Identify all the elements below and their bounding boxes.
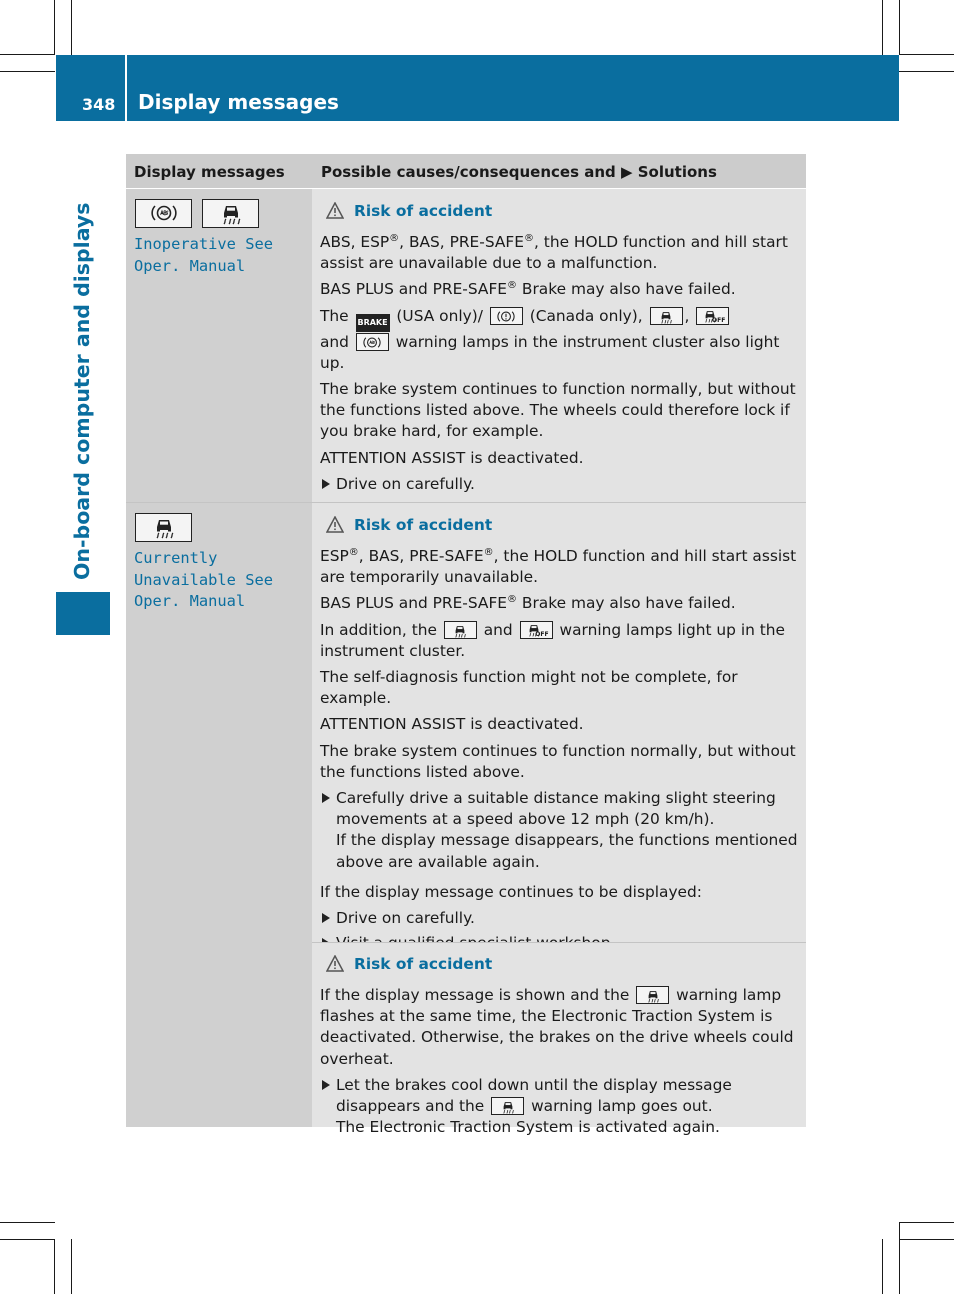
display-message-text: Inoperative See Oper. Manual <box>134 235 273 275</box>
solution-step: Carefully drive a suitable distance making slight steering movements at a speed above 12 mph (20 km/h). If the display message disappears, the functions mentioned above are available again. <box>320 788 799 873</box>
crop-mark <box>899 54 954 55</box>
paragraph: ESP®, BAS, PRE-SAFE®, the HOLD function and hill start assist are temporarily unavailable. <box>320 546 797 587</box>
esp-icon <box>650 307 683 325</box>
paragraph: The BRAKE (USA only)/ (Canada only), , OFF and warning lamps in the instrument cluster also light up. <box>320 306 780 372</box>
risk-warning <box>320 953 799 975</box>
crop-mark <box>899 1239 954 1240</box>
solution-step: Drive on carefully. <box>320 474 799 495</box>
table-row-2-causes-cell <box>312 503 806 942</box>
paragraph: BAS PLUS and PRE-SAFE® Brake may also have failed. <box>320 594 736 613</box>
crop-mark <box>54 0 55 55</box>
crop-mark <box>899 1222 900 1294</box>
esp-icon <box>636 986 669 1004</box>
solution-step: Let the brakes cool down until the display message disappears and the warning lamp goes out. The Electronic Traction System is activated again. <box>320 1075 799 1139</box>
paragraph: The brake system continues to function normally, but without the functions listed above. The wheels could therefore lock if you brake hard, for example. <box>320 380 796 441</box>
paragraph: BAS PLUS and PRE-SAFE® Brake may also have failed. <box>320 280 736 299</box>
esp-off-icon: OFF <box>696 307 729 325</box>
esp-off-icon: OFF <box>520 621 553 639</box>
crop-mark <box>899 71 954 72</box>
table-row-1-message-cell <box>126 189 312 502</box>
chapter-tab <box>56 592 110 635</box>
page-number: 348 <box>82 95 116 114</box>
table-row-2b-causes-cell <box>312 943 806 1137</box>
warning-triangle-icon <box>326 955 344 972</box>
risk-label: Risk of accident <box>354 202 493 220</box>
column-header-messages: Display messages <box>126 154 312 188</box>
brake-lamp-icon: BRAKE <box>356 314 390 332</box>
esp-icon <box>491 1097 524 1115</box>
warning-triangle-icon <box>326 202 344 219</box>
header-divider <box>125 55 127 121</box>
risk-label: Risk of accident <box>354 516 493 534</box>
page-title: Display messages <box>138 90 339 114</box>
crop-mark <box>899 0 900 55</box>
display-message-text: Currently Unavailable See Oper. Manual <box>134 549 273 611</box>
esp-icon <box>135 513 192 542</box>
abs-icon <box>356 333 389 351</box>
esp-icon <box>444 621 477 639</box>
crop-mark <box>899 1222 954 1223</box>
crop-mark <box>54 1239 55 1294</box>
table-row-1-causes-cell <box>312 189 806 502</box>
risk-label: Risk of accident <box>354 955 493 973</box>
display-messages-table <box>126 154 806 1137</box>
crop-mark <box>71 0 72 55</box>
paragraph: ABS, ESP®, BAS, PRE-SAFE®, the HOLD function and hill start assist are unavailable due to a malfunction. <box>320 232 788 273</box>
paragraph: The self-diagnosis function might not be complete, for example. <box>320 668 738 708</box>
paragraph: If the display message is shown and the warning lamp flashes at the same time, the Electronic Traction System is deactivated. Otherwise, the brakes on the drive wheels could overheat. <box>320 986 794 1068</box>
solution-step: Drive on carefully. <box>320 908 799 929</box>
crop-mark <box>0 71 55 72</box>
risk-warning <box>320 200 799 222</box>
risk-warning <box>320 514 799 536</box>
crop-mark <box>0 1239 55 1240</box>
warning-triangle-icon <box>326 516 344 533</box>
paragraph: If the display message continues to be displayed: <box>320 882 702 901</box>
crop-mark <box>0 1222 55 1223</box>
esp-icon <box>202 199 259 228</box>
paragraph: In addition, the and OFF warning lamps light up in the instrument cluster. <box>320 620 786 660</box>
crop-mark <box>882 1239 883 1294</box>
paragraph: ATTENTION ASSIST is deactivated. <box>320 448 584 467</box>
column-header-causes: Possible causes/consequences and ▶ Solutions <box>312 154 806 188</box>
abs-icon <box>135 199 192 228</box>
paragraph: The brake system continues to function normally, but without the functions listed above. <box>320 741 796 781</box>
chapter-title: On-board computer and displays <box>70 202 94 580</box>
crop-mark <box>71 1239 72 1294</box>
paragraph: ATTENTION ASSIST is deactivated. <box>320 715 584 734</box>
crop-mark <box>0 54 55 55</box>
brake-warning-canada-icon <box>490 307 523 325</box>
crop-mark <box>882 0 883 55</box>
table-row-2-message-cell <box>126 503 312 1127</box>
